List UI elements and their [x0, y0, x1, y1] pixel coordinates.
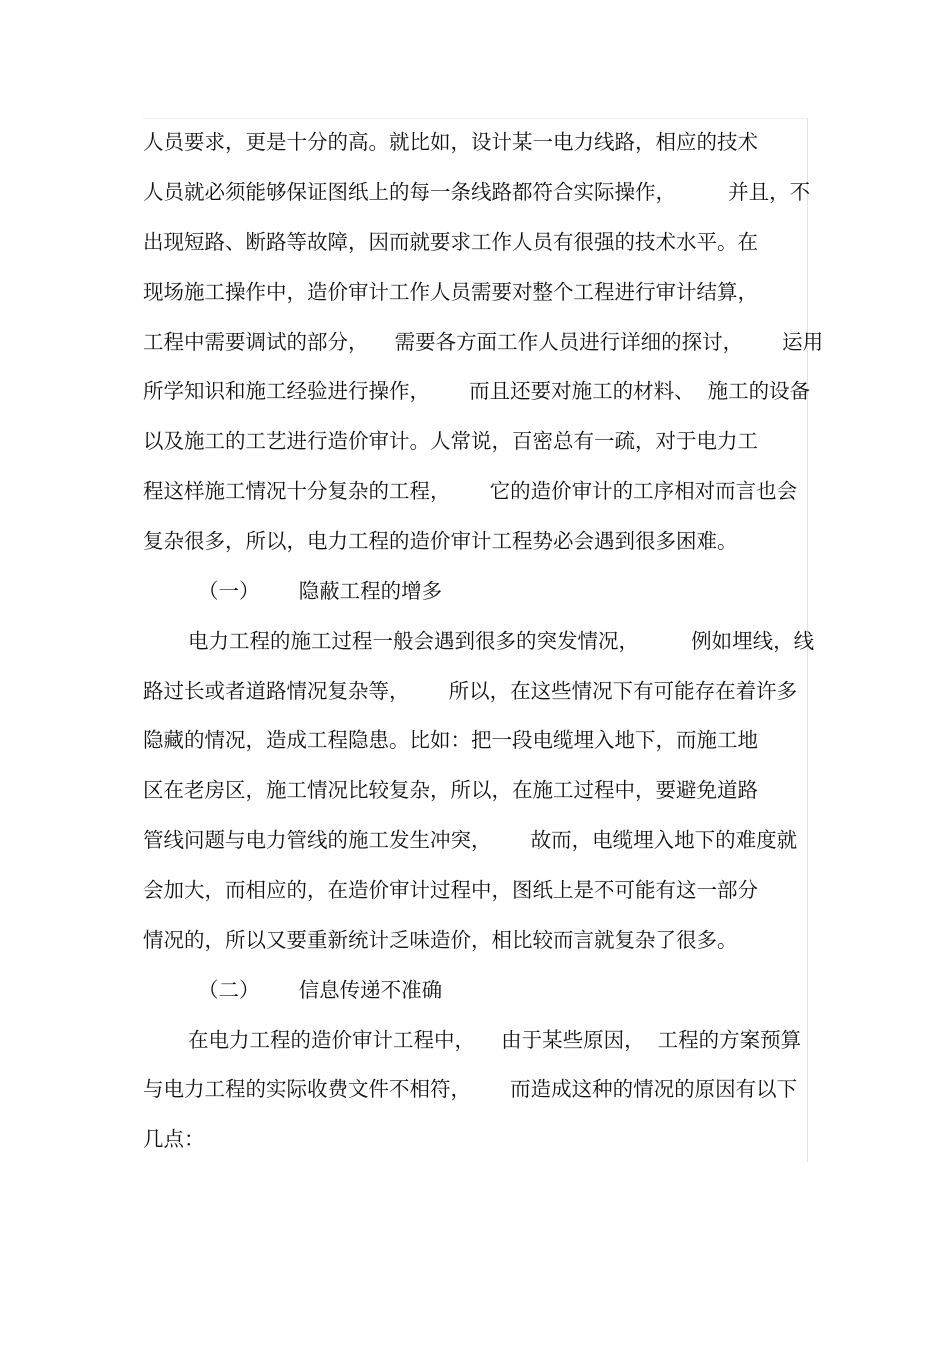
paragraph-line: 出现短路、断路等故障，因而就要求工作人员有很强的技术水平。在	[143, 230, 758, 254]
paragraph-line: 工程中需要调试的部分， 需要各方面工作人员进行详细的探讨， 运用	[143, 330, 824, 354]
paragraph-line: 复杂很多，所以，电力工程的造价审计工程势必会遇到很多困难。	[143, 529, 738, 553]
section-heading: （一） 隐蔽工程的增多	[198, 579, 443, 603]
paragraph-line: 电力工程的施工过程一般会遇到很多的突发情况， 例如埋线，线	[188, 629, 815, 653]
paragraph-line: 在电力工程的造价审计工程中， 由于某些原因， 工程的方案预算	[188, 1028, 802, 1052]
paragraph-line: 几点：	[143, 1127, 205, 1151]
paragraph-line: 隐藏的情况，造成工程隐患。比如：把一段电缆埋入地下，而施工地	[143, 728, 758, 752]
paragraph-line: 人员要求，更是十分的高。就比如，设计某一电力线路，相应的技术	[143, 130, 758, 154]
paragraph-line: 情况的，所以又要重新统计乏味造价，相比较而言就复杂了很多。	[143, 928, 738, 952]
paragraph-line: 所学知识和施工经验进行操作， 而且还要对施工的材料、 施工的设备	[143, 379, 811, 403]
section-heading: （二） 信息传递不准确	[198, 978, 443, 1002]
paragraph-line: 路过长或者道路情况复杂等， 所以，在这些情况下有可能存在着许多	[143, 679, 798, 703]
paragraph-line: 程这样施工情况十分复杂的工程， 它的造价审计的工序相对而言也会	[143, 479, 798, 503]
paragraph-line: 与电力工程的实际收费文件不相符， 而造成这种的情况的原因有以下	[143, 1077, 798, 1101]
paragraph-line: 现场施工操作中，造价审计工作人员需要对整个工程进行审计结算，	[143, 280, 758, 304]
paragraph-line: 区在老房区，施工情况比较复杂，所以，在施工过程中，要避免道路	[143, 778, 758, 802]
paragraph-line: 以及施工的工艺进行造价审计。人常说，百密总有一疏，对于电力工	[143, 429, 758, 453]
paragraph-line: 会加大，而相应的，在造价审计过程中，图纸上是不可能有这一部分	[143, 878, 758, 902]
paragraph-line: 管线问题与电力管线的施工发生冲突， 故而，电缆埋入地下的难度就	[143, 828, 798, 852]
paragraph-line: 人员就必须能够保证图纸上的每一条线路都符合实际操作， 并且，不	[143, 180, 811, 204]
